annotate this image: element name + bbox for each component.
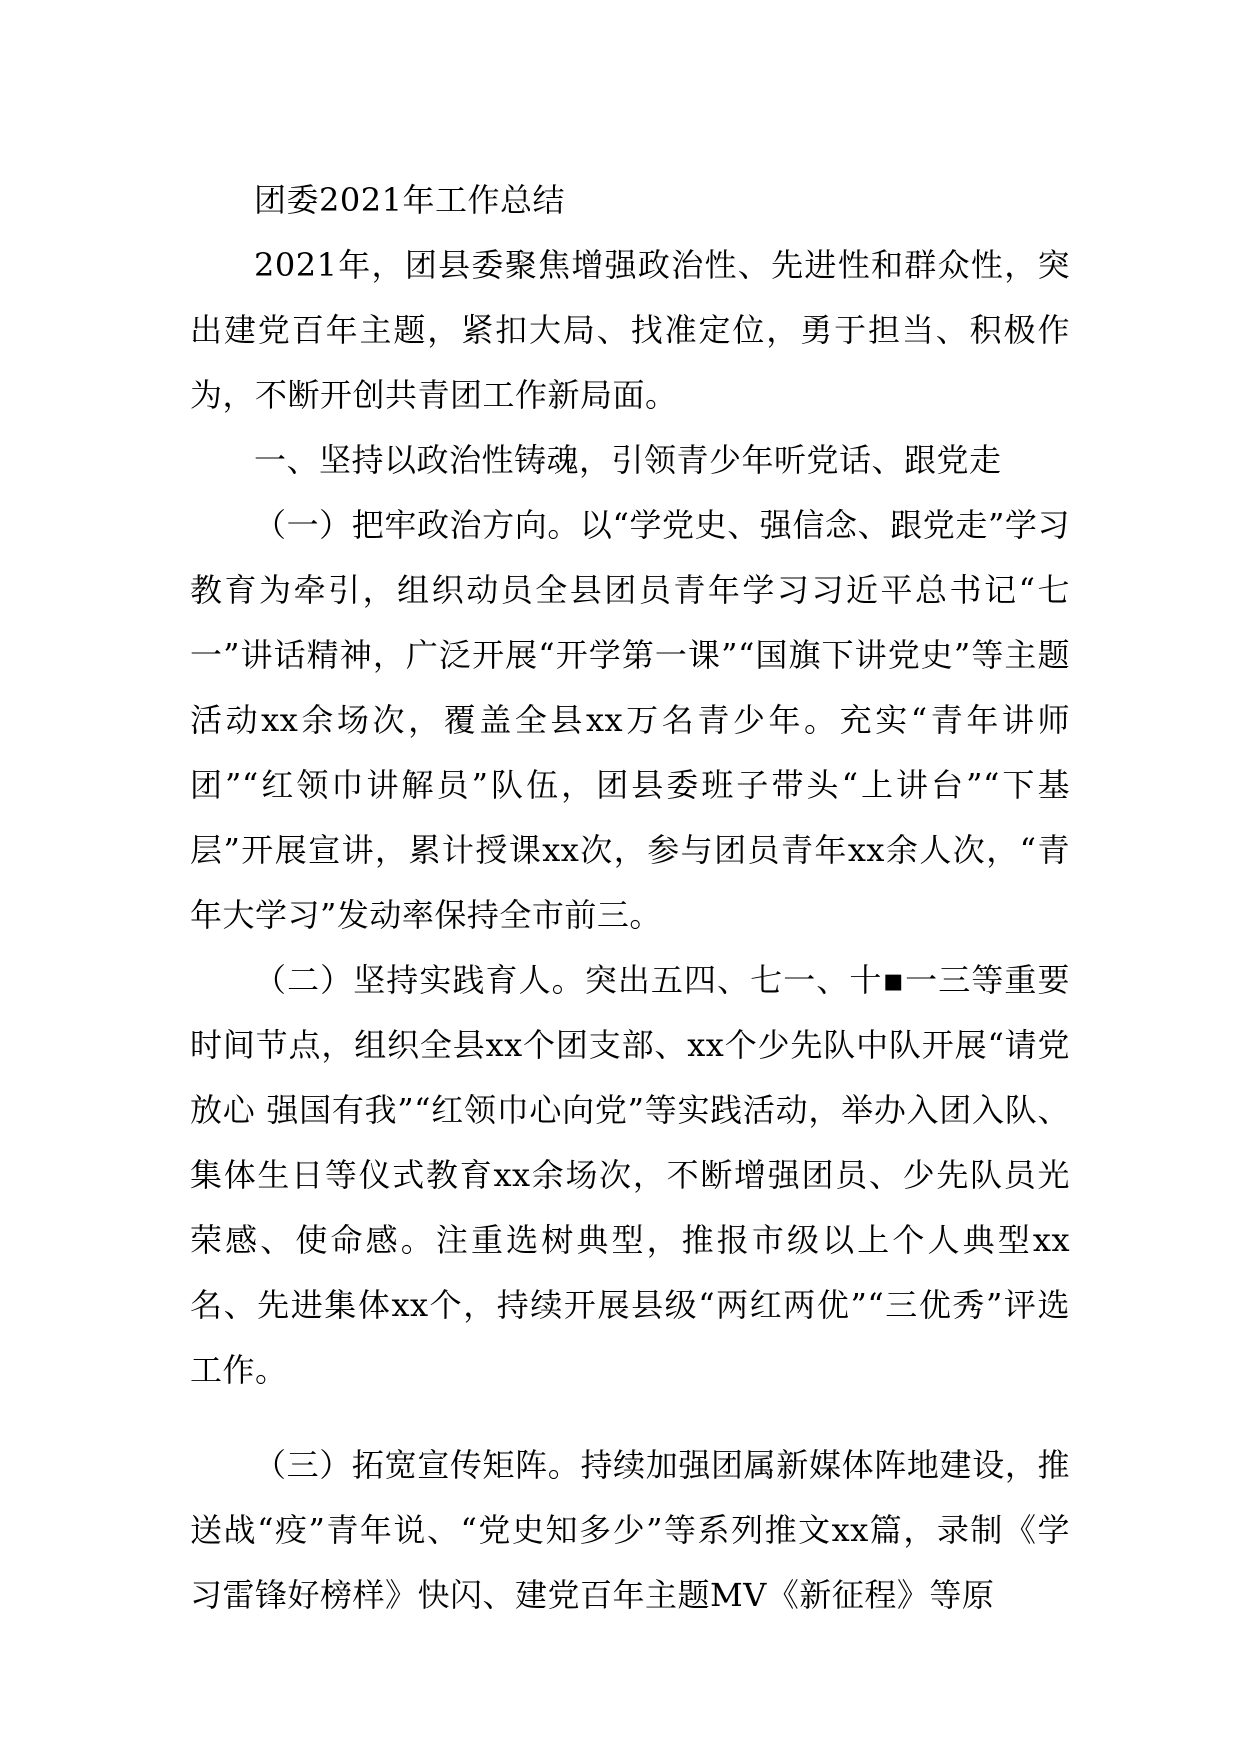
- paragraph-political-direction: （一）把牢政治方向。以“学党史、强信念、跟党走”学习教育为牵引，组织动员全县团员青年学习习近平总书记“七一”讲话精神，广泛开展“开学第一课”“国旗下讲党史”等主题活动xx余场次，覆盖全县xx万名青少年。充实“青年讲师团”“红领巾讲解员”队伍，团县委班子带头“上讲台”“下基层”开展宣讲，累计授课xx次，参与团员青年xx余人次，“青年大学习”发动率保持全市前三。: [190, 506, 1070, 934]
- document-body: [190, 168, 1070, 1628]
- paragraph-practice-education: （二）坚持实践育人。突出五四、七一、十▪一三等重要时间节点，组织全县xx个团支部、xx个少先队中队开展“请党放心 强国有我”“红领巾心向党”等实践活动，举办入团入队、集体生日等仪式教育xx余场次，不断增强团员、少先队员光荣感、使命感。注重选树典型，推报市级以上个人典型xx名、先进集体xx个，持续开展县级“两红两优”“三优秀”评选工作。: [190, 961, 1070, 1389]
- paragraph-publicity-matrix: （三）拓宽宣传矩阵。持续加强团属新媒体阵地建设，推送战“疫”青年说、“党史知多少”等系列推文xx篇，录制《学习雷锋好榜样》快闪、建党百年主题MV《新征程》等原: [190, 1446, 1070, 1614]
- intro-paragraph: 2021年，团县委聚焦增强政治性、先进性和群众性，突出建党百年主题，紧扣大局、找准定位，勇于担当、积极作为，不断开创共青团工作新局面。: [190, 246, 1070, 414]
- document-title: 团委2021年工作总结: [254, 181, 565, 219]
- paragraph-spacer: [190, 1403, 1070, 1433]
- section-heading: 一、坚持以政治性铸魂，引领青少年听党话、跟党走: [254, 441, 1002, 479]
